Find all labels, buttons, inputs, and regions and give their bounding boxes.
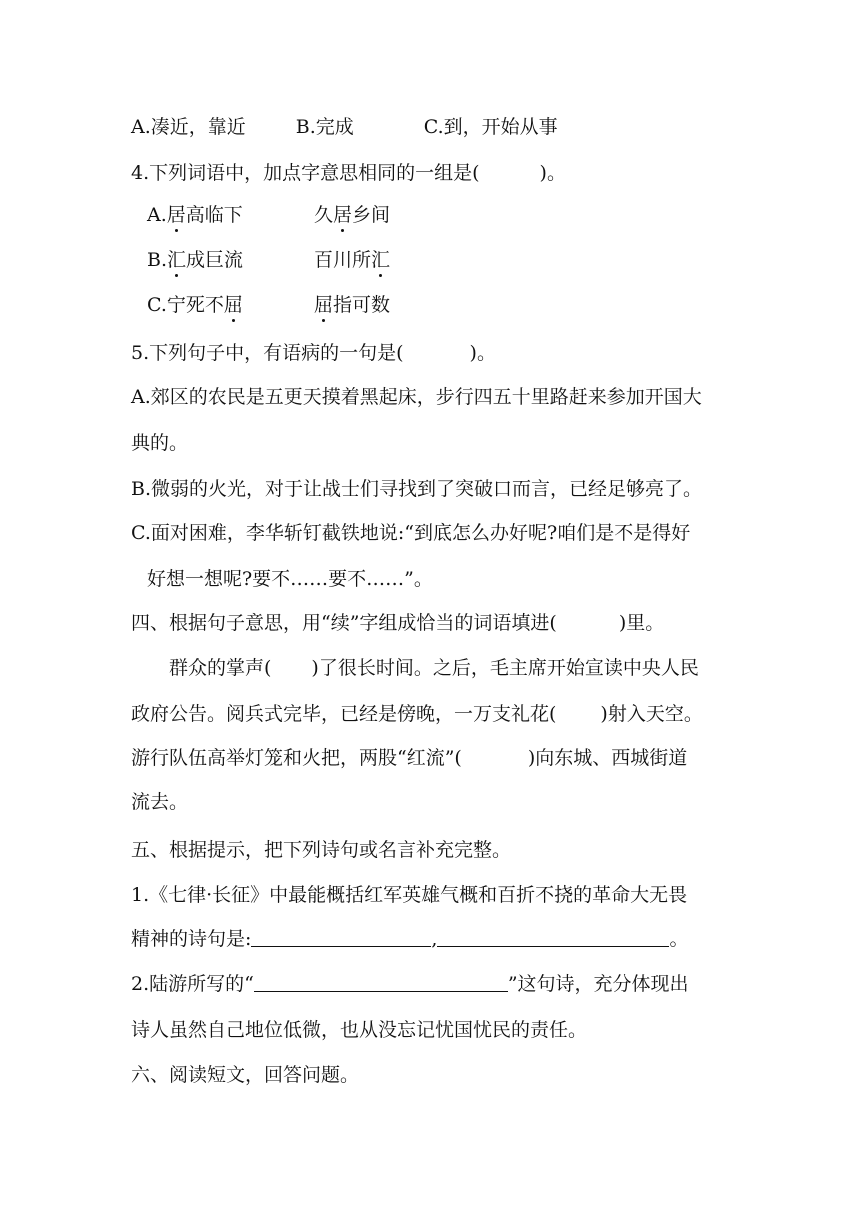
q5-option-c-line1: C.面对困难，李华斩钉截铁地说:“到底怎么办好呢?咱们是不是得好	[131, 522, 691, 544]
q4-option-c-word2: 屈指可数	[314, 294, 391, 316]
q4-option-c: C.宁死不屈 屈指可数	[147, 294, 391, 316]
section5-q2-line1: 2.陆游所写的“ ”这句诗，充分体现出	[131, 973, 689, 995]
emphasis-dot-char: 居	[166, 204, 186, 226]
q4-option-b-word2: 百川所汇	[314, 249, 391, 271]
q5-stem: 5.下列句子中，有语病的一句是( )。	[131, 342, 496, 364]
q3-option-b: B.完成	[295, 116, 354, 138]
emphasis-dot-char: 居	[333, 204, 353, 226]
q3-option-a: A.凑近，靠近	[131, 116, 246, 138]
section4-paragraph-line1: 群众的掌声( )了很长时间。之后，毛主席开始宣读中央人民	[169, 657, 699, 679]
fill-blank-2[interactable]	[437, 928, 669, 947]
q5-option-c-line2: 好想一想呢?要不……要不……”。	[147, 568, 433, 590]
q3-options-row	[131, 115, 558, 139]
q4-option-a-word2: 久居乡间	[314, 204, 391, 226]
q5-option-a-line1: A.郊区的农民是五更天摸着黑起床，步行四五十里路赶来参加开国大	[131, 386, 702, 408]
section5-q1-line1: 1.《七律·长征》中最能概括红军英雄气概和百折不挠的革命大无畏	[131, 884, 688, 906]
q5-option-b: B.微弱的火光，对于让战士们寻找到了突破口而言，已经足够亮了。	[131, 478, 703, 500]
section5-q1-line2: 精神的诗句是: , 。	[131, 928, 689, 950]
section6-heading: 六、阅读短文，回答问题。	[131, 1064, 360, 1086]
section5-q2-line2: 诗人虽然自己地位低微，也从没忘记忧国忧民的责任。	[131, 1019, 588, 1041]
section4-paragraph-line2: 政府公告。阅兵式完毕，已经是傍晚，一万支礼花( )射入天空。	[131, 703, 703, 725]
emphasis-dot-char: 屈	[223, 294, 243, 316]
emphasis-dot-char: 屈	[314, 294, 334, 316]
q4-option-a: A.居高临下 久居乡间	[147, 204, 391, 226]
fill-blank-1[interactable]	[251, 928, 431, 947]
section4-paragraph-line4: 流去。	[131, 791, 189, 813]
section4-paragraph-line3: 游行队伍高举灯笼和火把，两股“红流”( )向东城、西城街道	[131, 747, 688, 769]
q4-option-b: B.汇成巨流 百川所汇	[147, 249, 391, 271]
q3-option-c: C.到，开始从事	[423, 116, 558, 138]
fill-blank-3[interactable]	[254, 973, 508, 992]
q5-option-a-line2: 典的。	[131, 432, 189, 454]
q4-stem: 4.下列词语中，加点字意思相同的一组是( )。	[131, 162, 566, 184]
section5-heading: 五、根据提示，把下列诗句或名言补充完整。	[131, 839, 512, 861]
emphasis-dot-char: 汇	[371, 249, 391, 271]
emphasis-dot-char: 汇	[167, 249, 187, 271]
section4-heading: 四、根据句子意思，用“续”字组成恰当的词语填进( )里。	[131, 612, 665, 634]
